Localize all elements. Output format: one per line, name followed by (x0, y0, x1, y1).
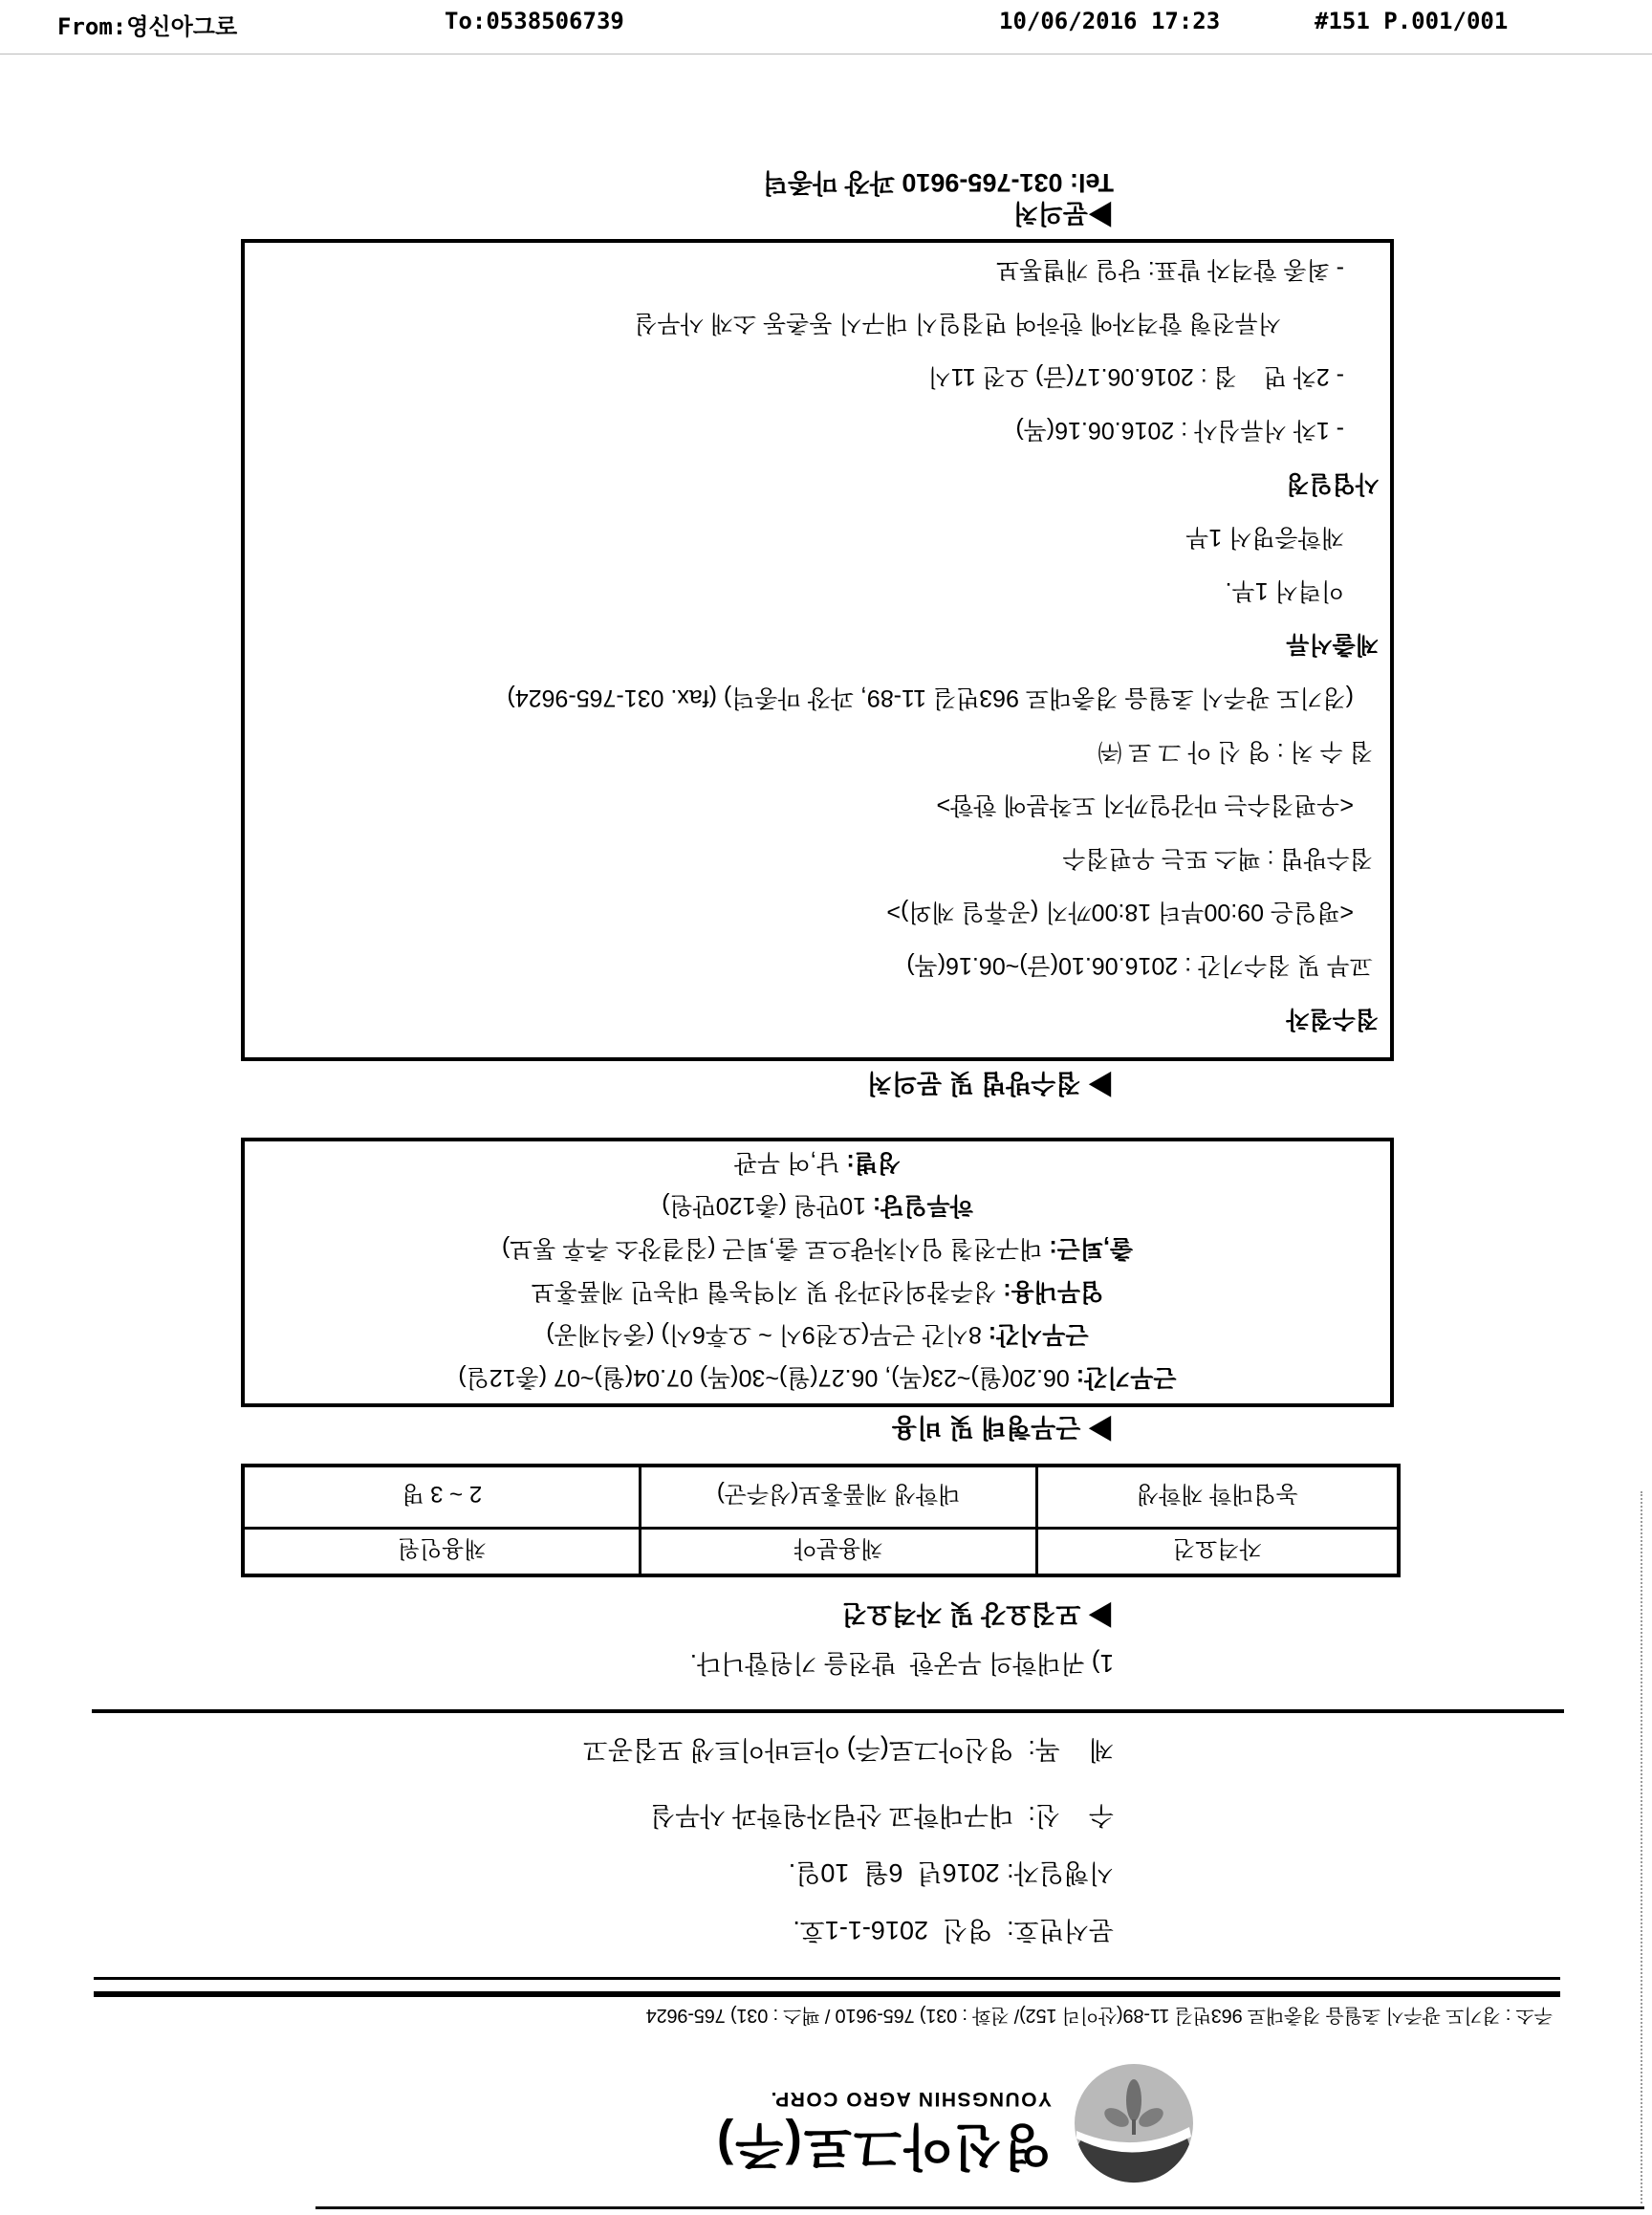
section-heading-apply: ▶ 접수방법 및 문의처 (866, 1069, 1114, 1097)
apply-note-weekday-hours: <평일은 09:00부터 18:00까지 (공휴일 제외)> (886, 899, 1354, 925)
apply-line-period: 교부 및 접수기간 : 2016.06.10(금)~06.16(목) (906, 952, 1373, 979)
fax-from: From:영신아그로 (57, 13, 238, 40)
work-text: 성주참외선과장 및 지역농협 대농민 제품홍보 (531, 1278, 1004, 1305)
recruit-table-header-field: 채용분야 (641, 1529, 1036, 1576)
section-heading-recruit: ▶ 모집요강 및 자격요건 (841, 1599, 1114, 1628)
work-label: 업무내용: (1003, 1278, 1104, 1305)
apply-line-office: 접 수 처 : 영 신 아 그 로 ㈜ (1098, 738, 1373, 765)
work-text: 남,여 무관 (733, 1149, 847, 1176)
work-line-duty (252, 1270, 1382, 1313)
work-conditions-box (241, 1138, 1394, 1407)
company-address-line: 주소 : 경기도 광주시 초월읍 경충대로 963번길 11-89(산이리 152)/ 전화 : 031) 765-9610 / 팩스 : 031) 765-9624 (645, 2005, 1553, 2026)
apply-schedule-final: - 최종 합격자 발표: 당일 개별통보 (996, 256, 1344, 283)
fax-page-counter: #151 P.001/001 (1315, 8, 1509, 34)
work-line-hours (252, 1313, 1382, 1356)
work-text: 10만원 (총120만원) (662, 1192, 873, 1219)
company-name-english: YOUNGSHIN AGRO CORP. (770, 2088, 1052, 2110)
subject-divider-rule (92, 1709, 1564, 1713)
section-heading-work: ▶ 근무형태 및 비용 (891, 1413, 1114, 1442)
work-label: 근무기간: (1076, 1364, 1177, 1391)
recruit-table-header-qualification: 자격요건 (1036, 1529, 1399, 1576)
recruit-table (241, 1464, 1401, 1577)
company-name-block (715, 2087, 1052, 2173)
apply-schedule-interview-note: 서류전형 합격자에 한하여 면접일시 대구시 동촌동 소재 사무실 (634, 310, 1281, 337)
recruit-cell-qualification: 농업대학 재학생 (1036, 1466, 1399, 1529)
spacer (1000, 1858, 1008, 1887)
recruit-table-data-row (243, 1466, 1399, 1529)
apply-subheading-schedule: 사업일정 (1286, 470, 1379, 497)
apply-subheading-documents: 제출서류 (1286, 631, 1379, 658)
doc-subject-label: 제 목: (1028, 1735, 1114, 1764)
apply-schedule-interview: - 2차 면 접 : 2016.06.17(금) 오전 11시 (927, 363, 1344, 390)
apply-note-mail-deadline: <우편접수는 마감일까지 도착분에 한함> (936, 792, 1354, 818)
letterhead-double-rule (94, 1977, 1560, 1997)
greeting-line: 1) 귀대학의 무궁한 발전을 기원합니다. (689, 1649, 1114, 1678)
work-label: 성별: (846, 1149, 902, 1176)
leaf-emblem-icon (1073, 2062, 1195, 2184)
apply-doc-resume: 이력서 1부. (1225, 577, 1344, 604)
spacer (992, 1916, 1007, 1944)
section-heading-contact: ▶문의처 (1012, 199, 1114, 228)
recruit-table-header-row (243, 1529, 1399, 1576)
fax-to-number: To:0538506739 (445, 8, 624, 34)
doc-subject-line (583, 1733, 1114, 1770)
work-line-pay (252, 1184, 1382, 1227)
company-name-korean: 영신아그로(주) (714, 2117, 1052, 2173)
work-label: 출,퇴근: (1049, 1235, 1134, 1262)
work-text: 06.20(월)~23(목), 06.27(월)~30(목) 07.04(월)~07 (총12일) (458, 1364, 1076, 1391)
doc-number-value: 영신 2016-1-1호. (793, 1916, 993, 1944)
work-text: 대구전철 임시차량으로 출,퇴근 (집결장소 추후 통보) (501, 1235, 1050, 1262)
application-box (241, 239, 1394, 1061)
spacer (1013, 1735, 1028, 1764)
upside-down-document (0, 61, 1652, 2205)
work-text: 8시간 근무(오전9시 ~ 오후6시) (중식제공) (546, 1321, 989, 1348)
doc-date-value: 2016년 6월 10일. (788, 1858, 1000, 1887)
recruit-cell-headcount: 2 ~ 3 명 (243, 1466, 641, 1529)
work-line-period (252, 1356, 1382, 1399)
work-line-commute (252, 1227, 1382, 1270)
doc-recipient-label: 수 신: (1028, 1801, 1114, 1830)
contact-tel-line: Tel: 031-765-9610 과장 마종덕 (762, 168, 1114, 197)
apply-doc-enrollment: 재학증명서 1부 (1185, 524, 1344, 551)
work-label: 근무시간: (988, 1321, 1089, 1348)
apply-schedule-screening: - 1차 서류심사 : 2016.06.16(목) (1015, 417, 1344, 444)
apply-subheading-procedure: 접수절차 (1286, 1006, 1379, 1032)
doc-number-label: 문서번호: (1007, 1916, 1114, 1944)
doc-date-line (789, 1857, 1114, 1894)
scan-bottom-artifact (315, 2206, 1644, 2209)
doc-recipient-value: 대구대학교 산림자원학과 사무실 (650, 1801, 1014, 1830)
apply-line-method: 접수방법 : 팩스 또는 우편접수 (1062, 845, 1373, 872)
doc-recipient-line (650, 1799, 1114, 1836)
fax-datetime: 10/06/2016 17:23 (999, 8, 1221, 34)
work-line-gender (252, 1140, 1382, 1184)
recruit-cell-field: 대학생 제품홍보(성주군) (641, 1466, 1036, 1529)
work-label: 하루일당: (872, 1192, 973, 1219)
doc-subject-value: 영신아그로(주) 아르바이트생 모집공고 (583, 1735, 1014, 1764)
doc-number-line (793, 1914, 1114, 1951)
spacer (1013, 1801, 1028, 1830)
apply-line-office-address: (경기도 광주시 초월읍 경충대로 963번길 11-89, 과장 마종덕) (fax. 031-765-9624) (507, 684, 1354, 711)
recruit-table-header-headcount: 채용인원 (243, 1529, 641, 1576)
doc-date-label: 시행일자: (1007, 1858, 1114, 1887)
company-letterhead (715, 2062, 1195, 2184)
fax-transmission-header (0, 8, 1652, 46)
